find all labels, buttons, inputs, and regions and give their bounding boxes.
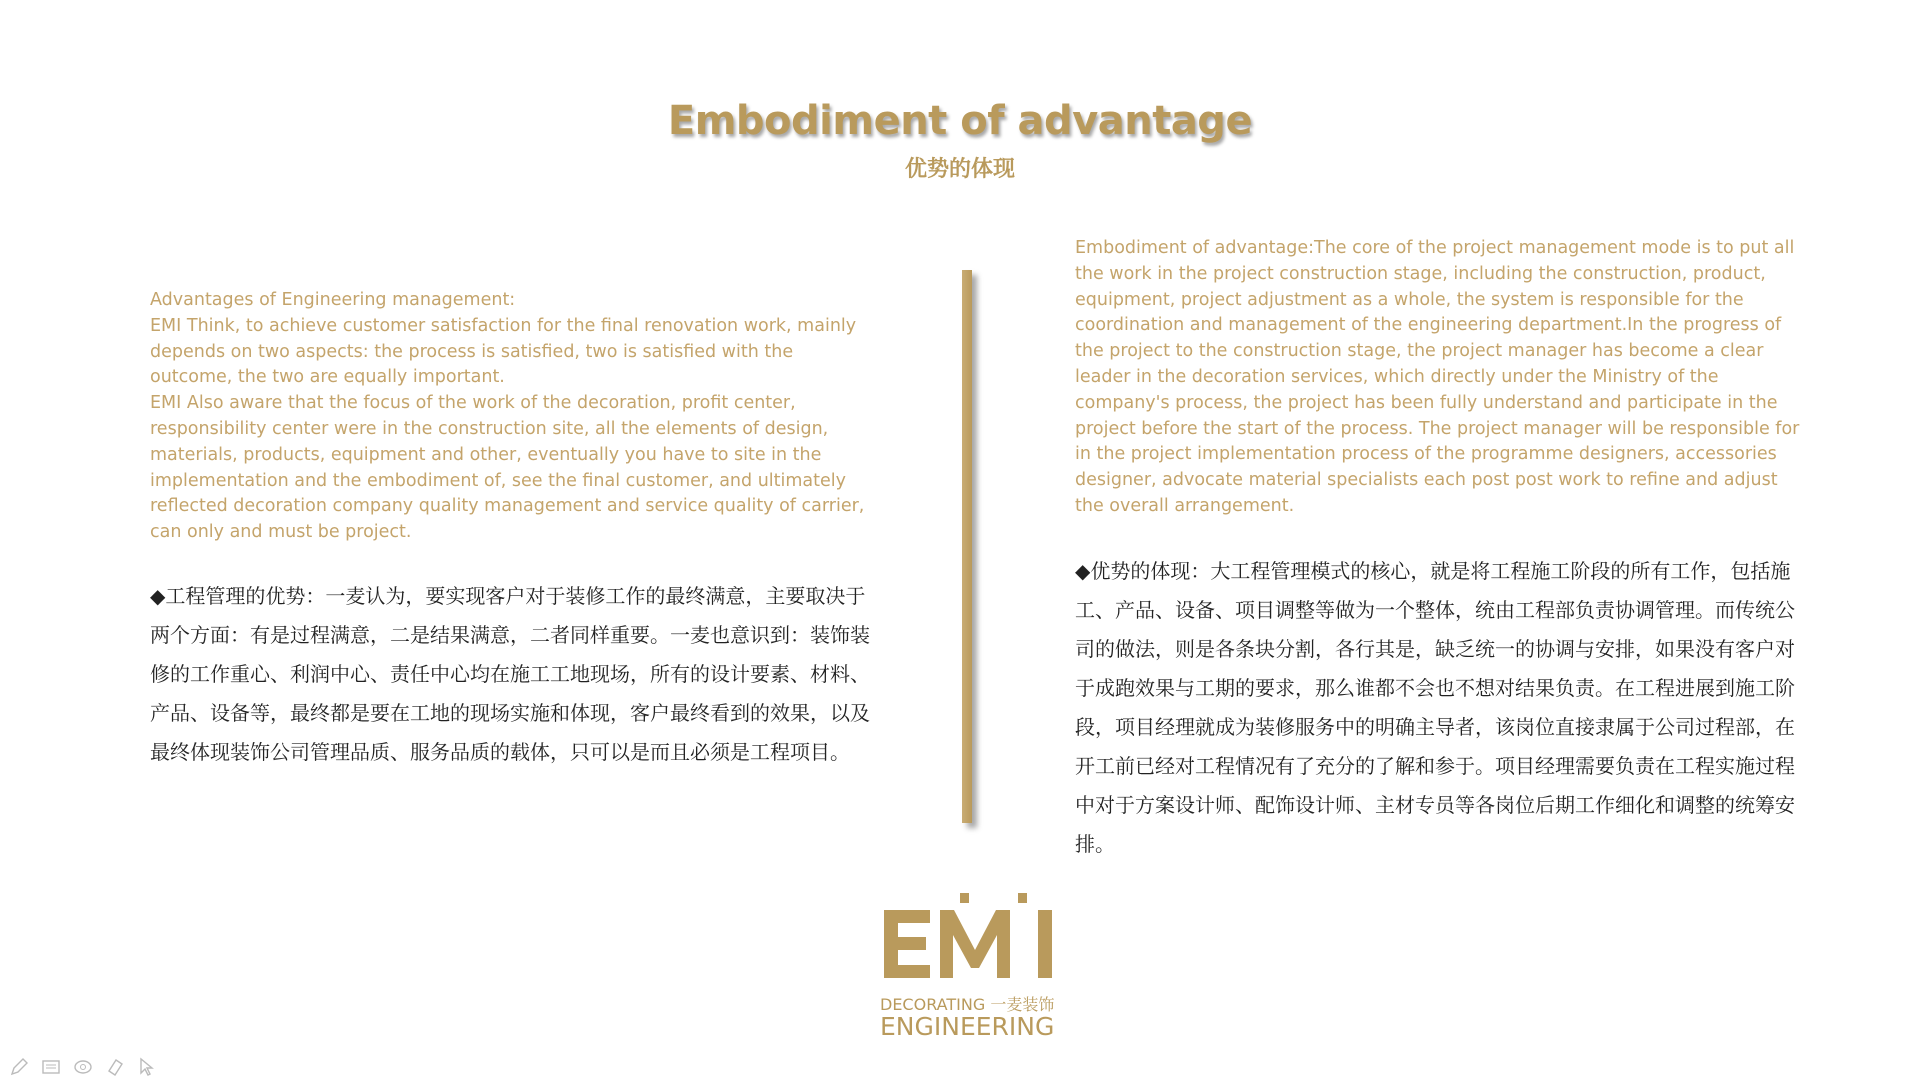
right-chinese-paragraph: ◆优势的体现：大工程管理模式的核心，就是将工程施工阶段的所有工作，包括施工、产品、设备、项目调整等做为一个整体，统由工程部负责协调管理。而传统公司的做法，则是各条块分割，各行其是，缺乏统一的协调与安排，如果没有客户对于成跑效果与工期的要求，那么谁都不会也不想对结果负责。在工程进展到施工阶段，项目经理就成为装修服务中的明确主导者，该岗位直接隶属于公司过程部，在开工前已经对工程情况有了充分的了解和参于。项目经理需要负责在工程实施过程中对于方案设计师、配饰设计师、主材专员等各岗位后期工作细化和调整的统筹安排。 [1075,559,1795,856]
eraser-icon[interactable] [72,1056,94,1078]
emi-logo-mark [880,880,1065,990]
logo-tagline: DECORATING 一麦装饰 [880,995,1055,1014]
emi-logo [880,880,1065,1040]
slide-subtitle: 优势的体现 [904,157,1015,182]
left-english-paragraph: Advantages of Engineering management: EMI Think, to achieve customer satisfaction for the final renovation work, mainly depends on two aspects: the process is satisfied, two is satisfied with the outcome, the two are equally important. EMI Also aware that the focus of the work of the decoration, profit center, responsibility center were in the construction site, all the elements of design, materials, products, equipment and other, eventually you have to site in the implementation and the embodiment of, see the final customer, and ultimately reflected decoration company quality management and service quality of carrier, can only and must be project. [150,290,865,543]
vertical-divider [962,270,972,823]
highlighter-icon[interactable] [104,1056,126,1078]
left-chinese-paragraph: ◆工程管理的优势：一麦认为，要实现客户对于装修工作的最终满意，主要取决于两个方面：有是过程满意，二是结果满意，二者同样重要。一麦也意识到：装饰装修的工作重心、利润中心、责任中心均在施工工地现场，所有的设计要素、材料、产品、设备等，最终都是要在工地的现场实施和体现，客户最终看到的效果，以及最终体现装饰公司管理品质、服务品质的载体，只可以是而且必须是工程项目。 [150,584,870,764]
right-english-paragraph: Embodiment of advantage:The core of the project management mode is to put all the work in the project construction stage, including the construction, product, equipment, project adjustment as a whole, the system is responsible for the coordination and management of the engineering department.In the progress of the project to the construction stage, the project manager has become a clear leader in the decoration services, which directly under the Ministry of the company's process, the project has been fully understand and participate in the project before the start of the process. The project manager will be responsible for in the project implementation process of the programme designers, accessories designer, advocate material specialists each post post work to refine and adjust the overall arrangement. [1075,238,1800,516]
pen-icon[interactable] [8,1056,30,1078]
presentation-toolbar [8,1055,158,1079]
pointer-icon[interactable] [136,1056,158,1078]
slides-icon[interactable] [40,1056,62,1078]
logo-engineering-text: ENGINEERING [880,1012,1055,1041]
slide-title: Embodiment of advantage [667,98,1253,144]
